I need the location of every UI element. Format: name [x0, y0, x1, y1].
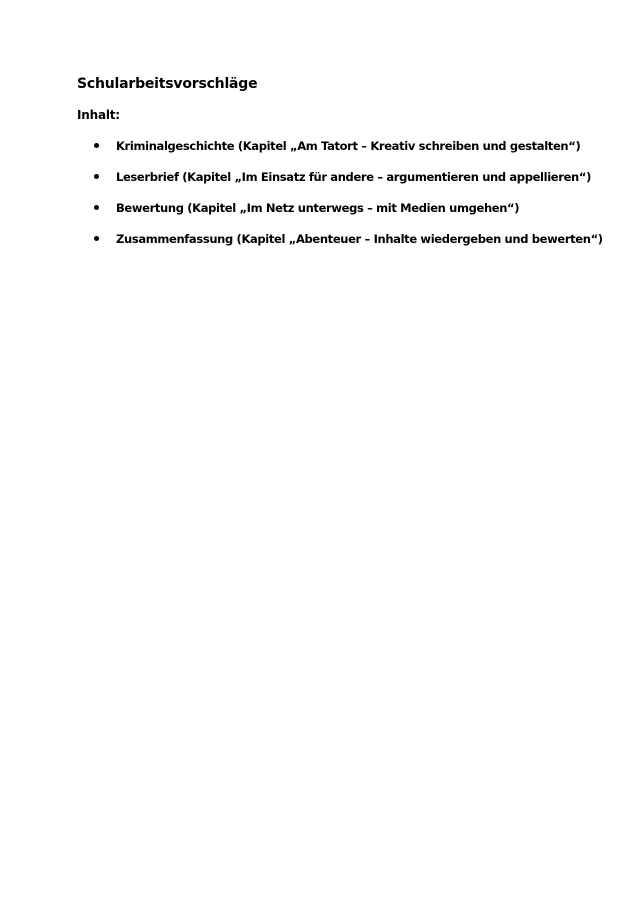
list-item-text: Kriminalgeschichte (Kapitel „Am Tatort – Kreativ schreiben und gestalten“) [116, 139, 581, 153]
bullet-icon [94, 205, 99, 210]
section-label-contents: Inhalt: [77, 108, 120, 122]
document-title: Schularbeitsvorschläge [77, 76, 258, 92]
list-item-text: Bewertung (Kapitel „Im Netz unterwegs – mit Medien umgehen“) [116, 201, 520, 215]
list-item [0, 170, 640, 201]
list-item [0, 139, 640, 170]
list-item [0, 232, 640, 263]
contents-list [0, 139, 640, 263]
bullet-icon [94, 174, 99, 179]
list-item-text: Zusammenfassung (Kapitel „Abenteuer – Inhalte wiedergeben und bewerten“) [116, 232, 603, 246]
list-item-text: Leserbrief (Kapitel „Im Einsatz für andere – argumentieren und appellieren“) [116, 170, 591, 184]
bullet-icon [94, 143, 99, 148]
bullet-icon [94, 236, 99, 241]
list-item [0, 201, 640, 232]
